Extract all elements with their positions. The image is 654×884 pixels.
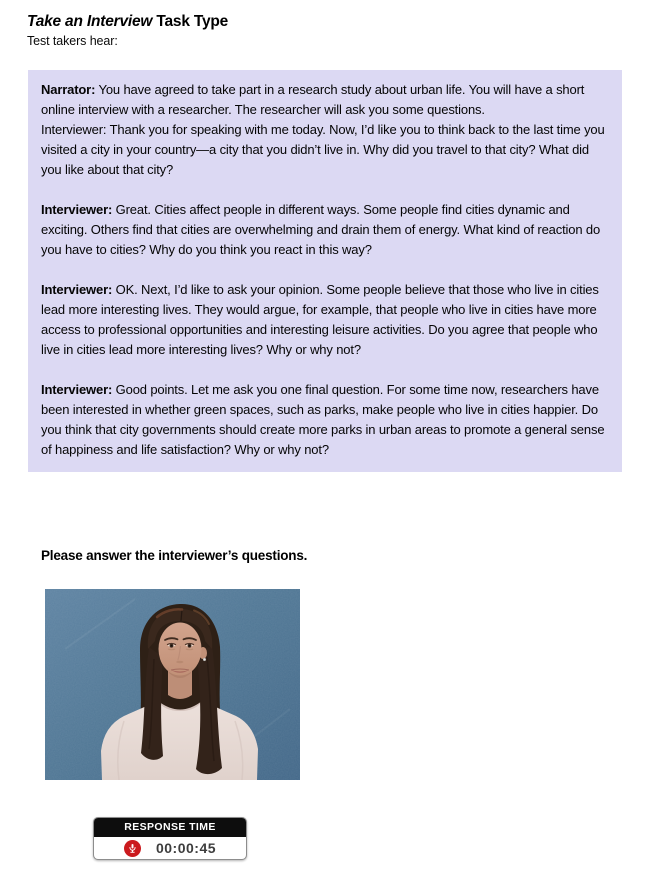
line-text: Good points. Let me ask you one final question. For some time now, researchers have been interested in whether green spaces, such as parks, make people who live in cities happier. Do you think that city governments should create more parks in urban areas to promote a general sense of happiness and life satisfaction? Why or why not? (41, 382, 605, 457)
response-timer-label: RESPONSE TIME (94, 818, 246, 837)
line-text: Interviewer: Thank you for speaking with me today. Now, I’d like you to think back to the last time you visited a city in your country—a city that you didn’t live in. Why did you travel to that city? What did you like about that city? (41, 122, 605, 177)
response-timer-value: 00:00:45 (155, 840, 217, 856)
transcript-line (41, 120, 608, 180)
line-text: You have agreed to take part in a research study about urban life. You will have a short online interview with a researcher. The researcher will ask you some questions. (41, 82, 585, 117)
interviewer-video-still (45, 589, 300, 780)
transcript-paragraph (41, 380, 608, 460)
response-timer (93, 817, 247, 860)
transcript-line (41, 280, 608, 360)
transcript-paragraph (41, 280, 608, 360)
intro-line: Test takers hear: (27, 34, 118, 48)
transcript-box (28, 70, 622, 472)
microphone-icon (126, 842, 139, 855)
task-name: Take an Interview (27, 13, 153, 30)
speaker-label: Interviewer: (41, 202, 113, 217)
line-text: OK. Next, I’d like to ask your opinion. Some people believe that those who live in cities lead more interesting lives. They would argue, for example, that people who live in cities have more access to professional opportunities and interesting leisure activities. Do you agree that people who live in cities lead more interesting lives? Why or why not? (41, 282, 599, 357)
transcript-line (41, 80, 608, 120)
transcript-paragraph (41, 200, 608, 260)
page-title (27, 13, 228, 31)
interviewer-illustration (45, 589, 300, 780)
transcript-line (41, 200, 608, 260)
transcript-line (41, 380, 608, 460)
record-indicator (124, 840, 141, 857)
title-suffix: Task Type (152, 13, 229, 30)
speaker-label: Interviewer: (41, 282, 113, 297)
speaker-label: Interviewer: (41, 382, 113, 397)
speaker-label: Narrator: (41, 82, 96, 97)
answer-prompt: Please answer the interviewer’s questions. (41, 548, 308, 563)
response-timer-body (94, 837, 246, 859)
line-text: Great. Cities affect people in different ways. Some people find cities dynamic and exciting. Others find that cities are overwhelming and drain them of energy. What kind of reaction do you have to cities? Why do you think you react in this way? (41, 202, 601, 257)
transcript-paragraph (41, 80, 608, 180)
